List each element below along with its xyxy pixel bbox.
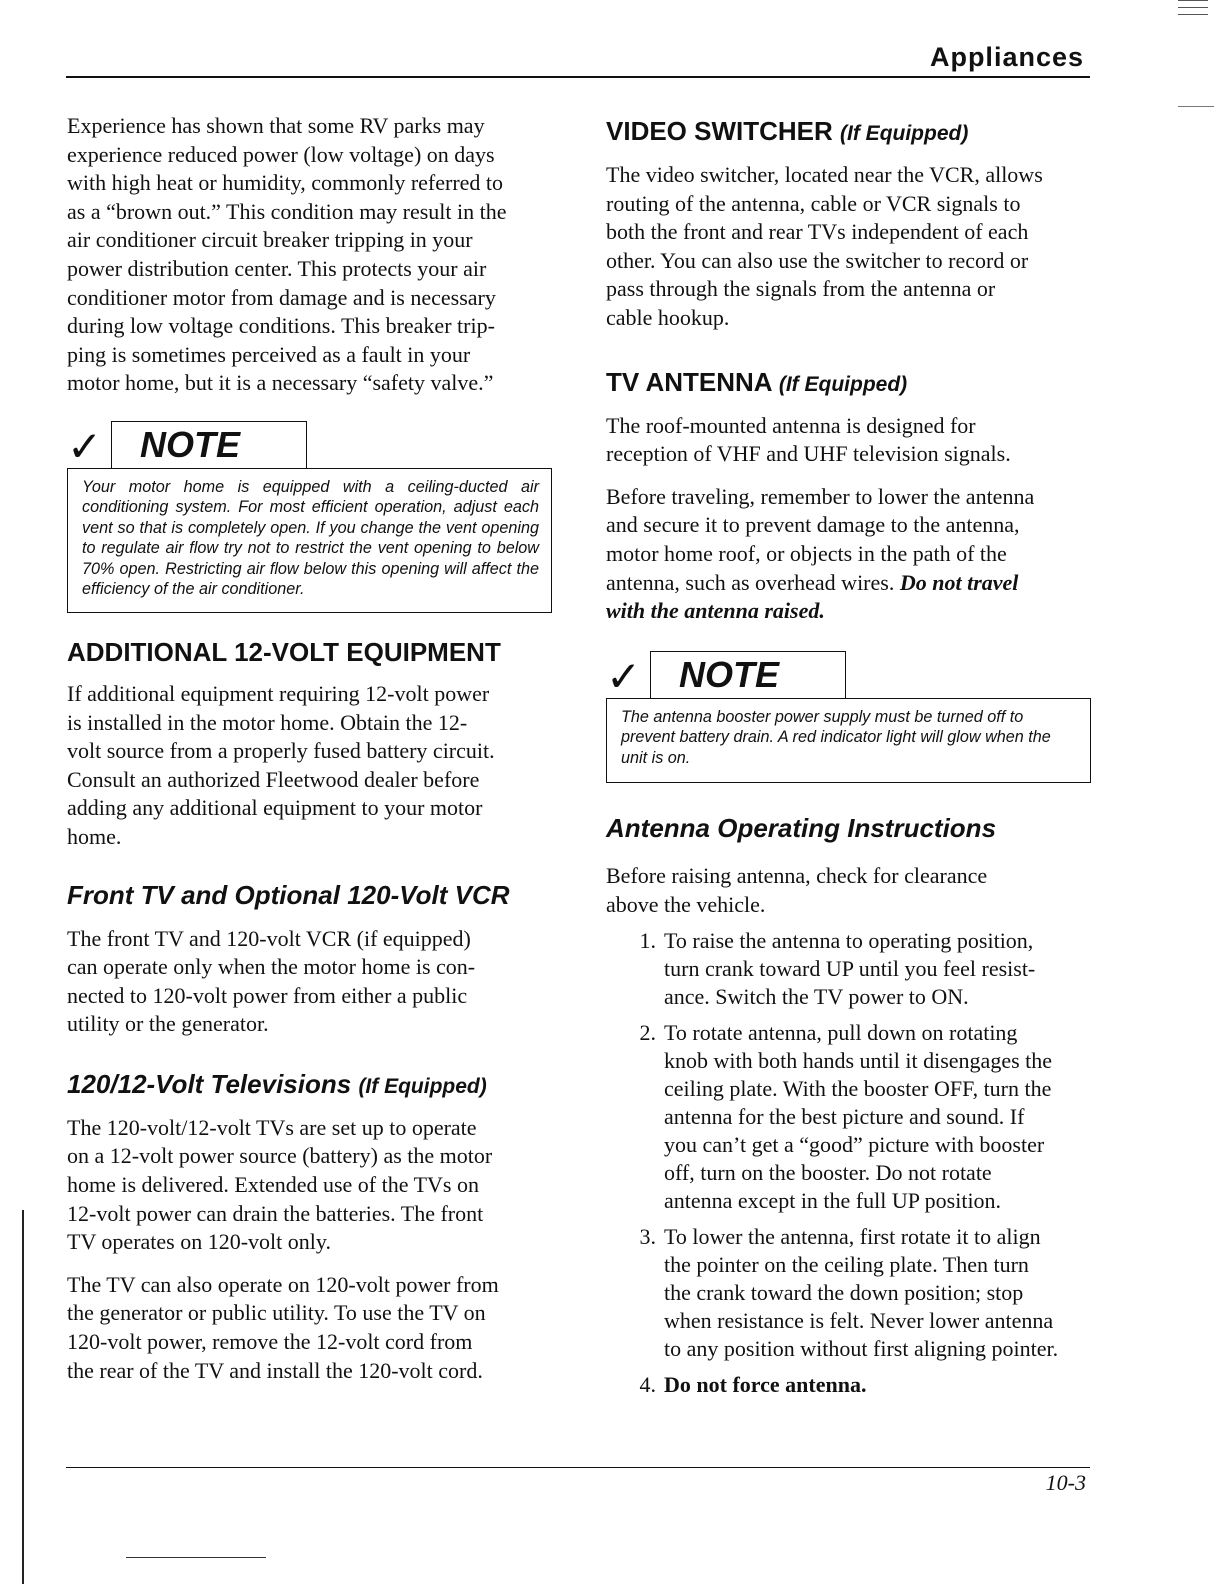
- televisions-heading: [67, 1069, 552, 1100]
- text-line: off, turn on the booster. Do not rotate: [664, 1160, 992, 1186]
- video-switcher-heading-text: VIDEO SWITCHER: [606, 116, 833, 146]
- note-label-box: [111, 421, 307, 468]
- text-line: you can’t get a “good” picture with booster: [664, 1132, 1045, 1158]
- intro-paragraph: [67, 112, 552, 398]
- note-label: NOTE: [679, 653, 780, 695]
- step-number: 4.: [639, 1372, 656, 1398]
- text-line: power distribution center. This protects your air: [67, 255, 487, 281]
- page-number: 10-3: [1045, 1470, 1086, 1495]
- text-line: turn crank toward UP until you feel resist-: [664, 956, 1036, 982]
- page-section-title: Appliances: [929, 42, 1084, 72]
- additional-equipment-paragraph: [67, 680, 552, 852]
- list-item: [606, 927, 1091, 1011]
- warning-text: Do not travel: [899, 569, 1019, 595]
- tab-marks: [1178, 0, 1208, 30]
- text-line: antenna except in the full UP position.: [664, 1188, 1002, 1214]
- tv-antenna-heading-text: TV ANTENNA: [606, 366, 772, 397]
- tv-antenna-paragraph-2: [606, 483, 1091, 626]
- text-line: 12-volt power can drain the batteries. The front: [67, 1200, 484, 1226]
- text-line: To lower the antenna, first rotate it to align: [664, 1224, 1041, 1250]
- text-line: during low voltage conditions. This breaker trip-: [67, 313, 495, 339]
- text-line: ping is sometimes perceived as a fault in your: [67, 341, 471, 367]
- text-line: home is delivered. Extended use of the TVs on: [67, 1172, 479, 1198]
- left-column: [67, 112, 552, 1385]
- tab-tick: [1178, 106, 1214, 107]
- bottom-stub-rule: [126, 1557, 266, 1558]
- front-tv-heading: Front TV and Optional 120-Volt VCR: [67, 879, 510, 910]
- video-switcher-heading: [606, 116, 1091, 147]
- text-line: [606, 569, 1091, 598]
- step-number: 1.: [639, 928, 656, 954]
- list-item: [606, 1223, 1091, 1363]
- if-equipped-label: (If Equipped): [358, 1074, 487, 1098]
- text-line: with high heat or humidity, commonly referred to: [67, 170, 504, 196]
- step-number: 3.: [639, 1224, 656, 1250]
- text-line: The 120-volt/12-volt TVs are set up to operate: [67, 1114, 477, 1140]
- margin-line: [22, 1210, 24, 1584]
- ac-note: [67, 416, 552, 613]
- text-line: To rotate antenna, pull down on rotating: [664, 1020, 1018, 1046]
- text-line: volt source from a properly fused battery circuit.: [67, 738, 495, 764]
- antenna-steps-list: [606, 927, 1091, 1399]
- text-line: both the front and rear TVs independent of each: [606, 219, 1029, 245]
- list-item: [606, 1019, 1091, 1215]
- text-line: can operate only when the motor home is con-: [67, 954, 476, 980]
- text-line: as a “brown out.” This condition may result in the: [67, 198, 507, 224]
- text-line: adding any additional equipment to your motor: [67, 795, 483, 821]
- text-line: the rear of the TV and install the 120-volt cord.: [67, 1357, 483, 1383]
- text-line: antenna for the best picture and sound. If: [664, 1104, 1025, 1130]
- checkmark-icon: ✓: [67, 421, 103, 471]
- televisions-paragraph-2: [67, 1271, 552, 1385]
- text-line: cable hookup.: [606, 304, 730, 330]
- front-tv-paragraph: [67, 925, 552, 1039]
- text-line: when resistance is felt. Never lower antenna: [664, 1308, 1054, 1334]
- text-line: ance. Switch the TV power to ON.: [664, 984, 969, 1010]
- text-line: motor home, but it is a necessary “safety valve.”: [67, 370, 494, 396]
- text-line: Before raising antenna, check for clearance: [606, 863, 988, 889]
- text-line: above the vehicle.: [606, 891, 766, 917]
- text-line: Experience has shown that some RV parks may: [67, 113, 485, 138]
- note-text: Your motor home is equipped with a ceiling-ducted air conditioning system. For most efficient operation, adjust each vent so that is completely open. If you change the vent opening to regulate air flow try not to restrict the vent opening to below 70% open. Restricting air flow below this opening will affect the efficiency of the air conditioner.: [67, 468, 552, 613]
- text-line: TV operates on 120-volt only.: [67, 1229, 331, 1255]
- text-line: home.: [67, 823, 122, 849]
- text-line: motor home roof, or objects in the path of the: [606, 540, 1007, 566]
- text-line: If additional equipment requiring 12-volt power: [67, 680, 490, 706]
- text-line: to any position without first aligning pointer.: [664, 1336, 1059, 1362]
- antenna-note: [606, 646, 1091, 784]
- text-line: utility or the generator.: [67, 1011, 269, 1037]
- text-line: To raise the antenna to operating position,: [664, 928, 1034, 954]
- tv-antenna-paragraph-1: [606, 412, 1091, 469]
- note-label-box: [650, 651, 846, 698]
- text-line: Consult an authorized Fleetwood dealer before: [67, 766, 480, 792]
- text-line: The roof-mounted antenna is designed for: [606, 412, 976, 438]
- text-line: on a 12-volt power source (battery) as the motor: [67, 1143, 493, 1169]
- text-line: the generator or public utility. To use the TV on: [67, 1300, 486, 1326]
- televisions-paragraph-1: [67, 1114, 552, 1257]
- header-rule: [66, 76, 1090, 78]
- note-text: The antenna booster power supply must be turned off to prevent battery drain. A red indicator light will glow when the unit is on.: [606, 698, 1091, 784]
- text-line: routing of the antenna, cable or VCR signals to: [606, 190, 1021, 216]
- text-line: experience reduced power (low voltage) on days: [67, 141, 495, 167]
- footer-rule: [66, 1467, 1090, 1468]
- checkmark-icon: ✓: [606, 651, 642, 701]
- if-equipped-label: (If Equipped): [840, 122, 969, 145]
- text-line: reception of VHF and UHF television signals.: [606, 441, 1011, 467]
- text-line: The TV can also operate on 120-volt power from: [67, 1271, 499, 1297]
- text-line: 120-volt power, remove the 12-volt cord from: [67, 1329, 473, 1355]
- note-label: NOTE: [140, 423, 241, 465]
- additional-equipment-heading: ADDITIONAL 12-VOLT EQUIPMENT: [67, 636, 501, 667]
- text-line: the pointer on the ceiling plate. Then turn: [664, 1252, 1029, 1278]
- text-line: the crank toward the down position; stop: [664, 1280, 1024, 1306]
- text-line: knob with both hands until it disengages the: [664, 1048, 1053, 1074]
- televisions-heading-text: 120/12-Volt Televisions: [67, 1068, 352, 1099]
- text-line: nected to 120-volt power from either a public: [67, 982, 468, 1008]
- text-line: and secure it to prevent damage to the antenna,: [606, 512, 1020, 538]
- text-line: The front TV and 120-volt VCR (if equipped): [67, 925, 471, 951]
- text-span: antenna, such as overhead wires.: [606, 569, 895, 595]
- text-line: air conditioner circuit breaker tripping in your: [67, 227, 473, 253]
- text-line: ceiling plate. With the booster OFF, turn the: [664, 1076, 1052, 1102]
- step-number: 2.: [639, 1020, 656, 1046]
- text-line: other. You can also use the switcher to record or: [606, 247, 1029, 273]
- antenna-operating-intro: [606, 862, 1091, 919]
- text-line: The video switcher, located near the VCR, allows: [606, 162, 1043, 187]
- text-line: Before traveling, remember to lower the antenna: [606, 483, 1035, 509]
- list-item: [606, 1371, 1091, 1399]
- tv-antenna-heading: [606, 367, 1091, 398]
- text-line: is installed in the motor home. Obtain the 12-: [67, 709, 468, 735]
- text-line: conditioner motor from damage and is necessary: [67, 284, 496, 310]
- antenna-operating-heading: Antenna Operating Instructions: [606, 813, 997, 844]
- warning-text: with the antenna raised.: [606, 598, 825, 624]
- text-line: Do not force antenna.: [664, 1372, 867, 1398]
- video-switcher-paragraph: [606, 161, 1091, 333]
- if-equipped-label: (If Equipped): [778, 372, 908, 396]
- right-column: [606, 112, 1091, 1399]
- text-line: pass through the signals from the antenna or: [606, 276, 996, 302]
